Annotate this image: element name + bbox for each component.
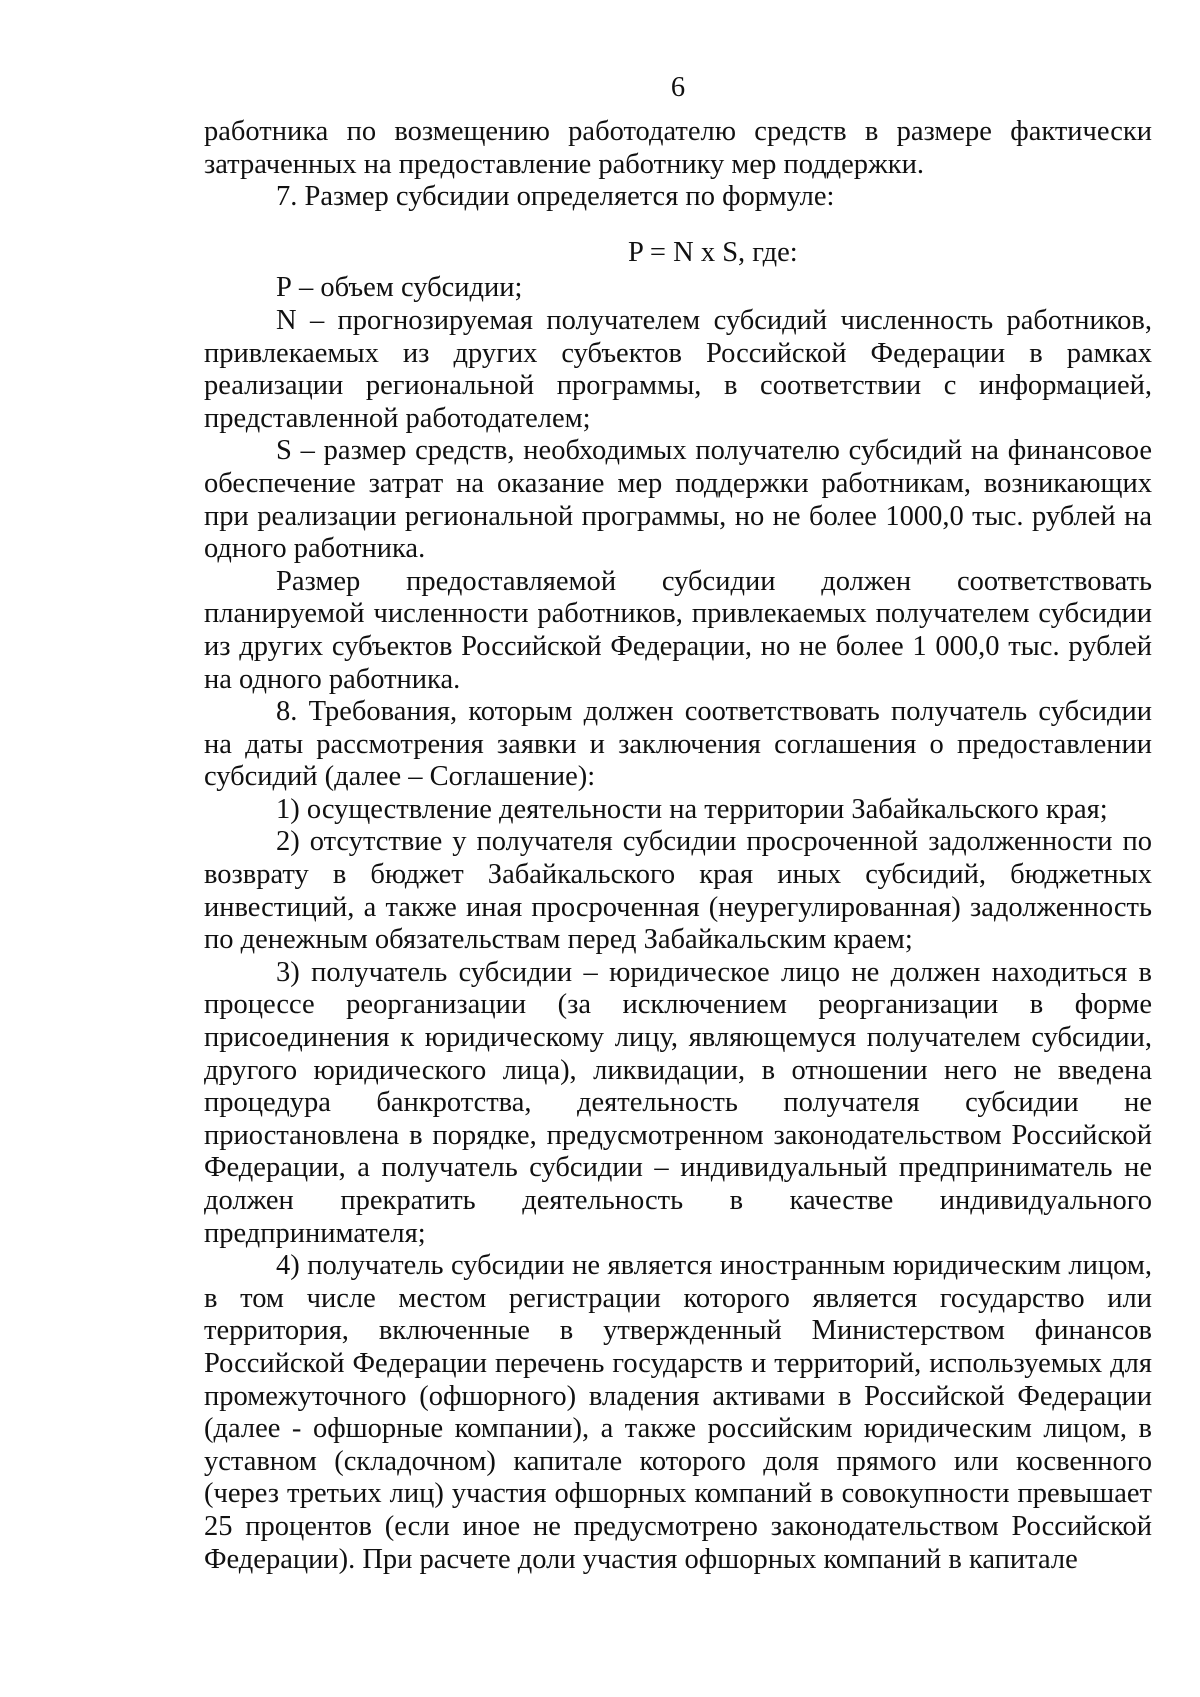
requirement-item-1: 1) осуществление деятельности на территории Забайкальского края;: [276, 793, 1108, 825]
formula-definition-s: S – размер средств, необходимых получателю субсидий на финансовое обеспечение затрат на оказание мер поддержки работникам, возникающих при реализации региональной программы, но не более 1000,0 тыс. рублей на одного работника.: [204, 435, 1152, 565]
formula-definition-n: N – прогнозируемая получателем субсидий численность работников, привлекаемых из других субъектов Российской Федерации в рамках реализации региональной программы, в соответствии с информацией, представленной работодателем;: [204, 304, 1152, 434]
document-body: [204, 116, 1152, 1576]
subsidy-formula: P = N x S, где:: [628, 236, 798, 268]
requirement-item-3: 3) получатель субсидии – юридическое лицо не должен находиться в процессе реорганизации (за исключением реорганизации в форме присоединения к юридическому лицу, являющемуся получателем субсидии, другого юридического лица), ликвидации, в отношении него не введена процедура банкротства, деятельность получателя субсидии не приостановлена в порядке, предусмотренном законодательством Российской Федерации, а получатель субсидии – индивидуальный предприниматель не должен прекратить деятельность в качестве индивидуального предпринимателя;: [204, 956, 1152, 1249]
paragraph-8-requirements: 8. Требования, которым должен соответствовать получатель субсидии на даты рассмотрения заявки и заключения соглашения о предоставлении субсидий (далее – Соглашение):: [204, 696, 1152, 793]
requirement-item-2: 2) отсутствие у получателя субсидии просроченной задолженности по возврату в бюджет Забайкальского края иных субсидий, бюджетных инвестиций, а также иная просроченная (неурегулированная) задолженность по денежным обязательствам перед Забайкальским краем;: [204, 826, 1152, 956]
paragraph-7-formula-intro: 7. Размер субсидии определяется по формуле:: [276, 181, 835, 213]
paragraph-continuation: работника по возмещению работодателю средств в размере фактически затраченных на предоставление работнику мер поддержки.: [204, 116, 1152, 180]
paragraph-subsidy-size: Размер предоставляемой субсидии должен соответствовать планируемой численности работников, привлекаемых получателем субсидии из других субъектов Российской Федерации, но не более 1 000,0 тыс. рублей на одного работника.: [204, 565, 1152, 695]
requirement-item-4: 4) получатель субсидии не является иностранным юридическим лицом, в том числе местом регистрации которого является государство или территория, включенные в утвержденный Министерством финансов Российской Федерации перечень государств и территорий, используемых для промежуточного (офшорного) владения активами в Российской Федерации (далее - офшорные компании), а также российским юридическим лицом, в уставном (складочном) капитале которого доля прямого или косвенного (через третьих лиц) участия офшорных компаний в совокупности превышает 25 процентов (если иное не предусмотрено законодательством Российской Федерации). При расчете доли участия офшорных компаний в капитале: [204, 1250, 1152, 1575]
page-number: 6: [670, 72, 686, 103]
formula-definition-p: Р – объем субсидии;: [276, 272, 523, 304]
